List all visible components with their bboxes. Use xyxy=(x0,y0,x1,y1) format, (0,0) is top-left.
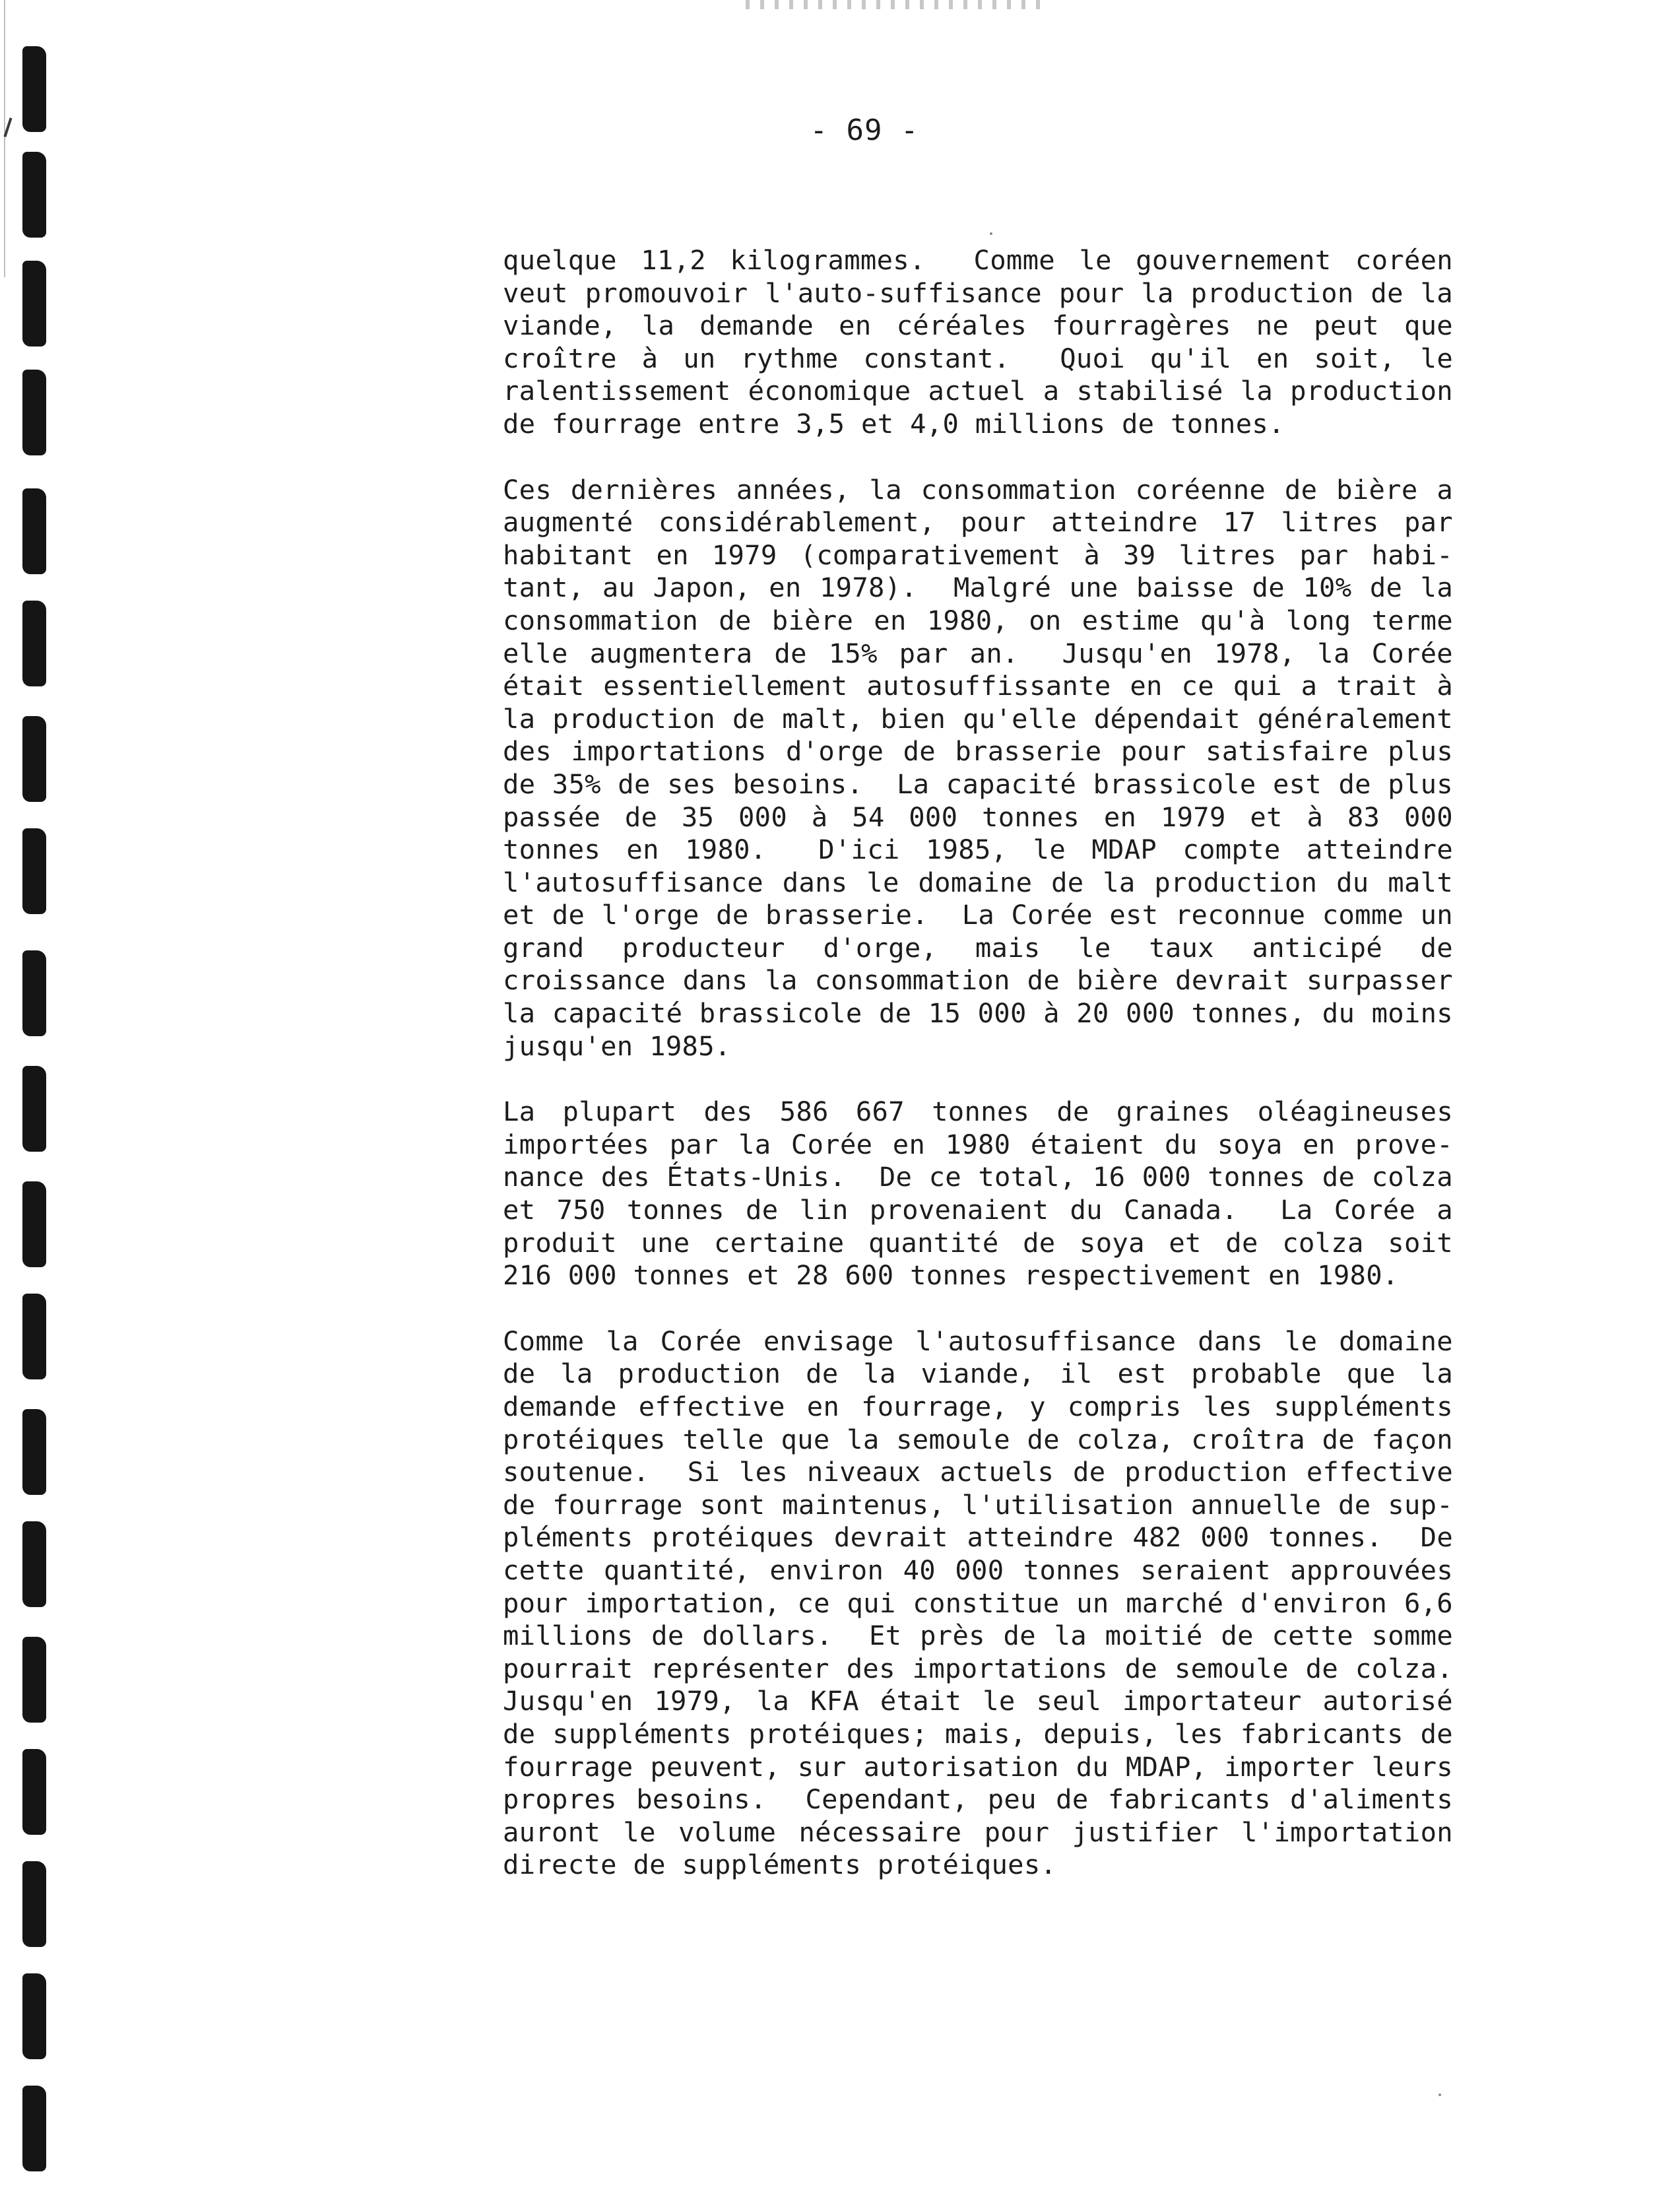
binding-hole-mark xyxy=(22,1181,46,1267)
text-line: et de l'orge de brasserie. La Corée est reconnue comme un xyxy=(503,899,1453,931)
text-line: elle augmentera de 15% par an. Jusqu'en 1978, la Corée xyxy=(503,637,1453,669)
paragraph xyxy=(503,1096,1453,1292)
margin-line xyxy=(4,0,5,277)
binding-hole-mark xyxy=(22,2086,46,2171)
text-line: des importations d'orge de brasserie pour satisfaire plus xyxy=(503,735,1453,768)
text-line: croître à un rythme constant. Quoi qu'il en soit, le xyxy=(503,342,1453,374)
page-body xyxy=(503,244,1453,1915)
paragraph xyxy=(503,1325,1453,1882)
scan-smudge xyxy=(746,0,1049,9)
page-number: - 69 - xyxy=(810,114,919,147)
text-line: soutenue. Si les niveaux actuels de production effective xyxy=(503,1456,1453,1488)
text-line: pourrait représenter des importations de semoule de colza. xyxy=(503,1652,1453,1684)
text-line: l'autosuffisance dans le domaine de la production du malt xyxy=(503,866,1453,898)
text-line: la capacité brassicole de 15 000 à 20 000 tonnes, du moins xyxy=(503,997,1453,1030)
text-line: produit une certaine quantité de soya et de colza soit xyxy=(503,1226,1453,1259)
text-line: Ces dernières années, la consommation coréenne de bière a xyxy=(503,473,1453,506)
binding-hole-mark xyxy=(22,152,46,238)
text-line: de suppléments protéiques; mais, depuis, les fabricants de xyxy=(503,1717,1453,1750)
binding-hole-mark xyxy=(22,601,46,686)
text-line: nance des États-Unis. De ce total, 16 000 tonnes de colza xyxy=(503,1161,1453,1193)
text-line: de fourrage sont maintenus, l'utilisation annuelle de sup- xyxy=(503,1488,1453,1521)
text-line: Comme la Corée envisage l'autosuffisance dans le domaine xyxy=(503,1325,1453,1357)
text-line: passée de 35 000 à 54 000 tonnes en 1979 et à 83 000 xyxy=(503,801,1453,833)
binding-hole-mark xyxy=(22,1861,46,1947)
text-line: millions de dollars. Et près de la moitié de cette somme xyxy=(503,1620,1453,1652)
text-line: tant, au Japon, en 1978). Malgré une baisse de 10% de la xyxy=(503,572,1453,604)
text-line: jusqu'en 1985. xyxy=(503,1030,731,1062)
text-line: cette quantité, environ 40 000 tonnes seraient approuvées xyxy=(503,1554,1453,1586)
text-line: habitant en 1979 (comparativement à 39 litres par habi- xyxy=(503,539,1453,571)
text-line: La plupart des 586 667 tonnes de graines oléagineuses xyxy=(503,1096,1453,1128)
text-line: ralentissement économique actuel a stabilisé la production xyxy=(503,375,1453,407)
text-line: directe de suppléments protéiques. xyxy=(503,1849,1057,1881)
text-line: croissance dans la consommation de bière devrait surpasser xyxy=(503,964,1453,997)
text-line: 216 000 tonnes et 28 600 tonnes respectivement en 1980. xyxy=(503,1259,1399,1292)
scan-speck xyxy=(990,232,992,235)
text-line: viande, la demande en céréales fourragères ne peut que xyxy=(503,310,1453,342)
text-line: protéiques telle que la semoule de colza, croîtra de façon xyxy=(503,1423,1453,1455)
text-line: grand producteur d'orge, mais le taux anticipé de xyxy=(503,931,1453,964)
text-line: tonnes en 1980. D'ici 1985, le MDAP compte atteindre xyxy=(503,834,1453,866)
binding-hole-mark xyxy=(22,716,46,802)
text-line: augmenté considérablement, pour atteindre 17 litres par xyxy=(503,506,1453,539)
text-line: pour importation, ce qui constitue un marché d'environ 6,6 xyxy=(503,1587,1453,1619)
text-line: de fourrage entre 3,5 et 4,0 millions de tonnes. xyxy=(503,407,1285,440)
text-line: consommation de bière en 1980, on estime qu'à long terme xyxy=(503,604,1453,636)
binding-hole-mark xyxy=(22,1637,46,1723)
paragraph xyxy=(503,474,1453,1063)
text-line: de 35% de ses besoins. La capacité brassicole est de plus xyxy=(503,768,1453,800)
text-line: auront le volume nécessaire pour justifier l'importation xyxy=(503,1816,1453,1848)
binding-hole-mark xyxy=(22,1294,46,1379)
text-line: pléments protéiques devrait atteindre 482 000 tonnes. De xyxy=(503,1521,1453,1554)
text-line: importées par la Corée en 1980 étaient du soya en prove- xyxy=(503,1128,1453,1160)
binding-hole-mark xyxy=(22,261,46,346)
text-line: Jusqu'en 1979, la KFA était le seul importateur autorisé xyxy=(503,1685,1453,1717)
binding-strip xyxy=(0,0,73,2211)
text-line: quelque 11,2 kilogrammes. Comme le gouvernement coréen xyxy=(503,244,1453,276)
binding-hole-mark xyxy=(22,1521,46,1607)
text-line: veut promouvoir l'auto-suffisance pour la production de la xyxy=(503,277,1453,309)
text-line: propres besoins. Cependant, peu de fabricants d'aliments xyxy=(503,1783,1453,1816)
binding-hole-mark xyxy=(22,370,46,455)
scan-speck xyxy=(1438,2094,1441,2096)
paragraph xyxy=(503,244,1453,441)
text-line: de la production de la viande, il est probable que la xyxy=(503,1358,1453,1390)
text-line: demande effective en fourrage, y compris les suppléments xyxy=(503,1391,1453,1422)
binding-hole-mark xyxy=(22,1066,46,1152)
binding-hole-mark xyxy=(22,488,46,574)
text-line: et 750 tonnes de lin provenaient du Canada. La Corée a xyxy=(503,1194,1453,1226)
binding-hole-mark xyxy=(22,828,46,914)
text-line: fourrage peuvent, sur autorisation du MDAP, importer leurs xyxy=(503,1750,1453,1783)
binding-hole-mark xyxy=(22,950,46,1036)
binding-hole-mark xyxy=(22,46,46,132)
text-line: était essentiellement autosuffissante en ce qui a trait à xyxy=(503,670,1453,702)
binding-hole-mark xyxy=(22,1749,46,1835)
binding-hole-mark xyxy=(22,1409,46,1495)
binding-hole-mark xyxy=(22,1973,46,2059)
text-line: la production de malt, bien qu'elle dépendait généralement xyxy=(503,702,1453,735)
